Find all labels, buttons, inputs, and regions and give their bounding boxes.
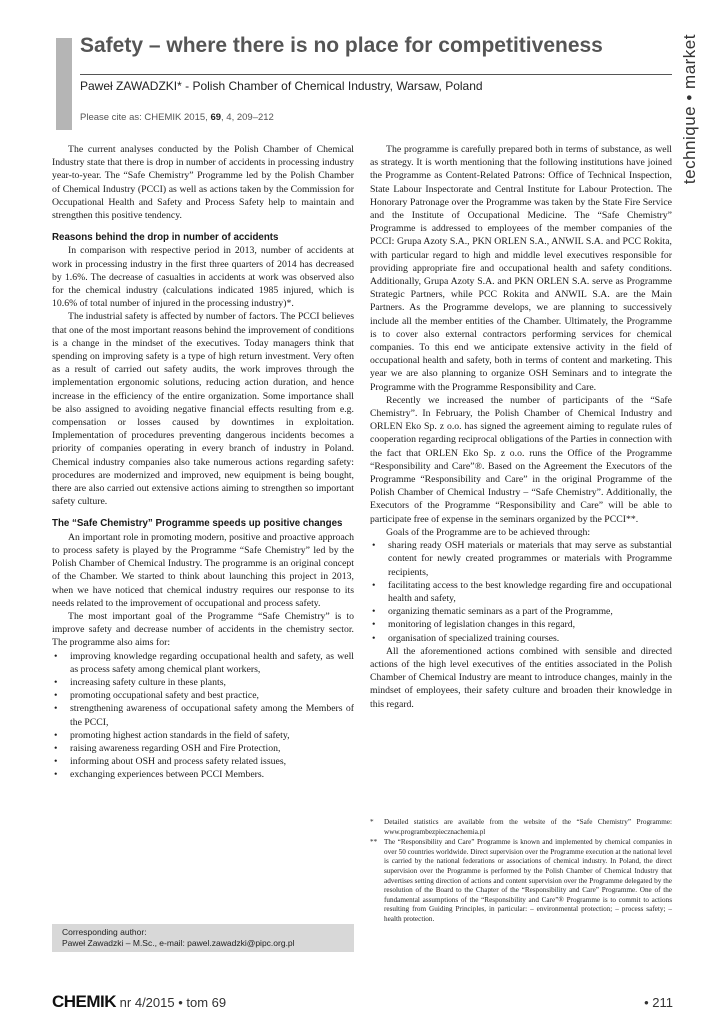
list-item: • exchanging experiences between PCCI Members. bbox=[52, 768, 354, 781]
programme-aims-list bbox=[52, 650, 354, 782]
author-line: Paweł ZAWADZKI* - Polish Chamber of Chemical Industry, Warsaw, Poland bbox=[80, 79, 483, 93]
paragraph: The programme is carefully prepared both in terms of substance, as well as strategy. It is worth mentioning that the following institutions have joined the Programme as Content-Related Patrons: Office of Technical Inspection, State Labour Inspectorate and Central Institute for Labour Protection. The Honorary Patronage over the Programme was taken by the State Fire Service and the Institute of Occupational Medicine. The “Safe Chemistry” Programme is addressed to employees of the member companies of the PCCI: Grupa Azoty S.A., PKN ORLEN S.A., ANWIL S.A. and PCC Rokita, with particular regard to high and middle level executives responsible for providing appropriate fire and occupational health and safety conditions. Additionally, Grupa Azoty S.A. and PKN ORLEN S.A. serve as Programme Strategic Partners, while PCC Rokita and ANWIL S.A. are the Main Partners. As the Programme develops, we are planning to successively include all the member entities of the Chamber. Ultimately, the Programme is to cover also external contractors performing services for chemical companies. To this end we anticipate extensive activity in the field of occupational health and safety, both in terms of content and marketing. This year we are also planning to organize OSH Seminars and to integrate the Programme with the Programme Responsibility and Care. bbox=[370, 144, 672, 393]
title-divider bbox=[80, 74, 672, 75]
intro-paragraph: The current analyses conducted by the Polish Chamber of Chemical Industry state that there is drop in number of accidents in processing industry year-to-year. The “Safe Chemistry” Programme led by the Polish Chamber of Chemical Industry (PCCI) as well as actions taken by the Commission for Occupational Health and Safety and Process Safety help to maintain and strengthen this positive tendency. bbox=[52, 144, 354, 222]
paragraph: Goals of the Programme are to be achieved through: bbox=[386, 526, 591, 538]
section-heading-programme: The “Safe Chemistry” Programme speeds up positive changes bbox=[52, 518, 343, 530]
footnotes bbox=[370, 818, 672, 926]
list-item: • promoting occupational safety and best practice, bbox=[52, 689, 354, 702]
footnote bbox=[370, 838, 672, 924]
list-item: • organizing thematic seminars as a part of the Programme, bbox=[370, 605, 672, 618]
list-item: • facilitating access to the best knowledge regarding fire and occupational health and safety, bbox=[370, 579, 672, 605]
cite-prefix: Please cite as: CHEMIK 2015, bbox=[80, 112, 208, 123]
list-item: • promoting highest action standards in the field of safety, bbox=[52, 729, 354, 742]
cite-volume: 69 bbox=[210, 112, 222, 123]
paragraph: All the aforementioned actions combined with sensible and directed actions of the high level executives of the entities associated in the Polish Chamber of Chemical Industry are meant to introduce changes, mainly in the mindset of employees, their safety culture and broaden their knowledge in this regard. bbox=[370, 645, 672, 710]
list-item: • increasing safety culture in these plants, bbox=[52, 676, 354, 689]
paragraph: An important role in promoting modern, positive and proactive approach to process safety is played by the Programme “Safe Chemistry” led by the Polish Chamber of Chemical Industry. The programme is an original concept of the Chamber. We started to think about launching this project in 2013, when we have noticed that chemical industry requires our response to its needs related to the improvement of occupational and process safety. bbox=[52, 531, 354, 609]
list-item: • sharing ready OSH materials or materials that may serve as substantial content for newly created programmes or materials with Programme recipients, bbox=[370, 539, 672, 579]
paragraph: The industrial safety is affected by number of factors. The PCCI believes that one of the most important reasons behind the improvement of conditions is a change in the mindset of the executives. Today managers think that spending on improving safety is a type of high return investment. Very often as a result of carried out safety audits, the work improves through the implementation ergonomic solutions, reducing action duration, and hence increase in the efficiency of the entire organization. Some importance shall be also assigned to avoiding negative financial effects resulting from e.g. compensation or losses caused by downtimes in exploitation. Implementation of procedures preventing dangerous incidents becomes a priority of companies operating in every branch of industry in Poland. Chemical industry companies also take numerous actions regarding safety: procedures are modernized and improved, new equipment is being bought, there are also carried out extensive actions aiming to strengthen so important safety culture. bbox=[52, 311, 354, 508]
programme-goals-list bbox=[370, 539, 672, 645]
footnote-text: Detailed statistics are available from the website of the “Safe Chemistry” Programme: www.programbezpiecznachemia.pl bbox=[384, 818, 672, 836]
section-heading-accidents: Reasons behind the drop in number of accidents bbox=[52, 232, 279, 244]
citation-line bbox=[80, 112, 274, 123]
list-item: • raising awareness regarding OSH and Fire Protection, bbox=[52, 742, 354, 755]
paragraph: In comparison with respective period in 2013, number of accidents at work in processing industry in the first three quarters of 2014 has decreased by 1.6%. The decrease of casualties in accidents at work was observed also for the chemical industry (calculations indicated 1985 injured, which is 10.6% of total number of injured in the processing industry)*. bbox=[52, 245, 354, 310]
corresponding-author-box bbox=[52, 924, 354, 952]
left-column bbox=[52, 143, 354, 782]
paragraph: The most important goal of the Programme “Safe Chemistry” is to improve safety and decrease number of accidents in the chemistry sector. The programme also aims for: bbox=[52, 610, 354, 649]
list-item: • organisation of specialized training courses. bbox=[370, 632, 672, 645]
section-side-label bbox=[670, 34, 710, 234]
journal-footer bbox=[52, 992, 226, 1012]
title-accent-bar bbox=[56, 38, 72, 130]
list-item: • monitoring of legislation changes in this regard, bbox=[370, 618, 672, 631]
list-item: • informing about OSH and process safety related issues, bbox=[52, 755, 354, 768]
right-column bbox=[370, 143, 672, 711]
footnote-mark: ** bbox=[370, 838, 378, 847]
corresponding-contact: Paweł Zawadzki – M.Sc., e-mail: pawel.zawadzki@pipc.org.pl bbox=[62, 938, 295, 948]
journal-logo: CHEMIK bbox=[52, 992, 117, 1011]
footnote bbox=[370, 818, 672, 837]
paragraph: Recently we increased the number of participants of the “Safe Chemistry”. In February, the Polish Chamber of Chemical Industry and ORLEN Eko Sp. z o.o. has signed the agreement aiming to regulate rules of cooperation regarding reciprocal obligations of the Parties in connection with the fact that ORLEN Eko Sp. z o.o. runs the Office of the Programme “Responsibility and Care”®. Based on the Agreement the Executors of the Programme “Responsibility and Care” in the original Programme of the Polish Chamber of Chemical Industry – “Safe Chemistry”. Additionally, the Executors of the Programme “Responsibility and Care” will be able to participate free of expense in the seminars organized by the PCCI**. bbox=[370, 394, 672, 525]
list-item: • improving knowledge regarding occupational health and safety, as well as process safety among chemical plant workers, bbox=[52, 650, 354, 676]
side-label-text: technique • market bbox=[680, 34, 699, 185]
journal-issue: nr 4/2015 • tom 69 bbox=[116, 995, 227, 1010]
page-number: • 211 bbox=[644, 995, 673, 1010]
list-item: • strengthening awareness of occupational safety among the Members of the PCCI, bbox=[52, 702, 354, 728]
cite-suffix: , 4, 209–212 bbox=[221, 112, 274, 123]
corresponding-title: Corresponding author: bbox=[62, 927, 147, 937]
footnote-text: The “Responsibility and Care” Programme is known and implemented by chemical companies in over 50 countries worldwide. Direct supervision over the Programme execution at the national level is carried by the national federations or associations of chemical industry. In Poland, the direct supervision over the Programme is performed by the Polish Chamber of Chemical Industry that advertises setting direction of actions and content supervision over the Programme delegated by the resolution of the Board to the Chapter of the “Responsibility and Care” Programme. One of the fundamental assumptions of the “Responsibility and Care”® Programme is to commit to actions resulting from Guiding Principles, in particular: – environmental protection; – process safety; – health protection. bbox=[384, 838, 672, 923]
article-title: Safety – where there is no place for competitiveness bbox=[80, 34, 603, 57]
footnote-mark: * bbox=[370, 818, 374, 826]
